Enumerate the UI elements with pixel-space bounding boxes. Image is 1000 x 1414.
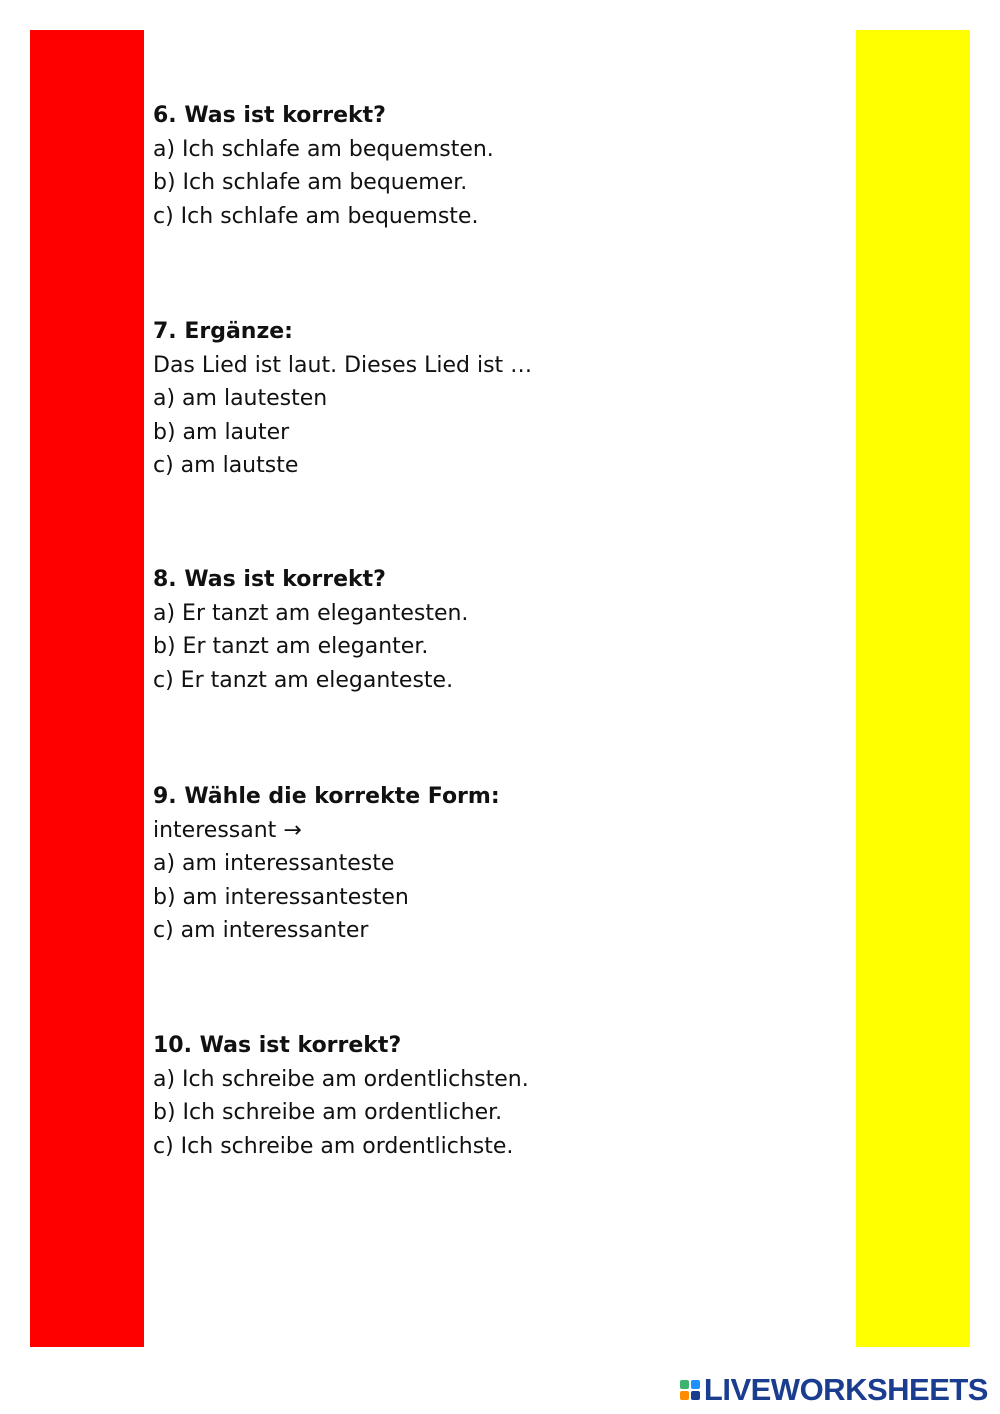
answer-option-b[interactable]: b) am lauter bbox=[153, 419, 290, 445]
question-10 bbox=[153, 1029, 843, 1163]
question-title: 9. Wähle die korrekte Form: bbox=[153, 784, 500, 809]
question-title: 10. Was ist korrekt? bbox=[153, 1033, 402, 1058]
question-title: 7. Ergänze: bbox=[153, 319, 293, 344]
answer-option-c[interactable]: c) Ich schlafe am bequemste. bbox=[153, 203, 479, 229]
liveworksheets-logo-icon bbox=[680, 1380, 700, 1400]
answer-option-c[interactable]: c) Er tanzt am eleganteste. bbox=[153, 667, 454, 693]
answer-option-c[interactable]: c) Ich schreibe am ordentlichste. bbox=[153, 1133, 514, 1159]
question-title: 8. Was ist korrekt? bbox=[153, 567, 386, 592]
question-7 bbox=[153, 315, 843, 483]
answer-option-a[interactable]: a) Er tanzt am elegantesten. bbox=[153, 600, 469, 626]
question-8 bbox=[153, 563, 843, 697]
answer-option-a[interactable]: a) Ich schlafe am bequemsten. bbox=[153, 136, 494, 162]
question-prompt: interessant → bbox=[153, 817, 302, 843]
left-red-stripe bbox=[30, 30, 144, 1347]
logo-tile bbox=[691, 1380, 700, 1389]
right-yellow-stripe bbox=[856, 30, 970, 1347]
answer-option-a[interactable]: a) am interessanteste bbox=[153, 851, 395, 876]
logo-text: LIVEWORKSHEETS bbox=[703, 1372, 988, 1407]
liveworksheets-logo[interactable] bbox=[680, 1372, 988, 1408]
answer-option-c[interactable]: c) am interessanter bbox=[153, 918, 369, 943]
logo-tile bbox=[691, 1391, 700, 1400]
answer-option-b[interactable]: b) am interessantesten bbox=[153, 884, 409, 910]
answer-option-a[interactable]: a) am lautesten bbox=[153, 386, 328, 411]
question-6 bbox=[153, 99, 843, 233]
answer-option-b[interactable]: b) Ich schlafe am bequemer. bbox=[153, 170, 468, 195]
logo-tile bbox=[680, 1391, 689, 1400]
answer-option-c[interactable]: c) am lautste bbox=[153, 453, 299, 478]
answer-option-b[interactable]: b) Ich schreibe am ordentlicher. bbox=[153, 1100, 503, 1125]
question-9 bbox=[153, 780, 843, 948]
answer-option-a[interactable]: a) Ich schreibe am ordentlichsten. bbox=[153, 1066, 529, 1092]
logo-tile bbox=[680, 1380, 689, 1389]
question-title: 6. Was ist korrekt? bbox=[153, 103, 386, 128]
question-prompt: Das Lied ist laut. Dieses Lied ist … bbox=[153, 352, 533, 378]
answer-option-b[interactable]: b) Er tanzt am eleganter. bbox=[153, 634, 429, 659]
